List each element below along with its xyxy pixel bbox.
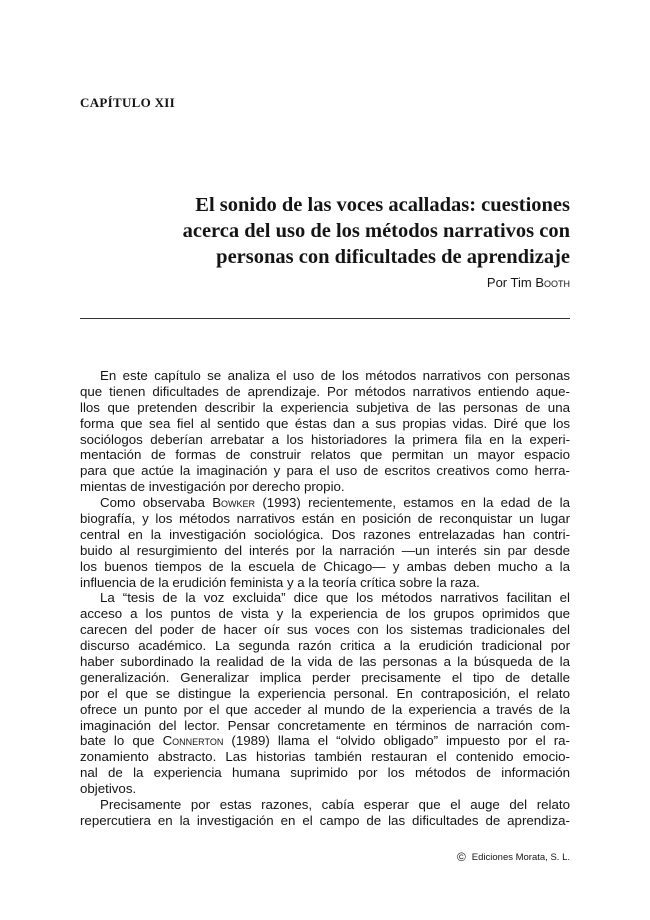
text-line: zonamiento abstracto. Las historias también restauran el contenido emocio- — [80, 749, 570, 765]
text-line: repercutiera en la investigación en el campo de las dificultades de aprendiza- — [80, 812, 570, 828]
chapter-title — [80, 192, 570, 270]
text-line: que tienen dificultades de aprendizaje. Por métodos narrativos entiendo aque- — [80, 383, 570, 399]
text-line: forma que sea fiel al sentido que éstas dan a sus propias vidas. Diré que los — [80, 415, 570, 431]
text-line: mentación de formas de construir relatos que permitan un mayor espacio — [80, 447, 570, 463]
text-line: nal de la experiencia humana suprimido por los métodos de información — [80, 765, 570, 781]
text-line: mientas de investigación por derecho propio. — [80, 479, 345, 495]
text-line: haber subordinado la realidad de la vida de las personas a la búsqueda de la — [80, 654, 570, 670]
author-surname: Booth — [535, 275, 570, 290]
cited-author: Bowker — [212, 495, 256, 511]
text-line: biografía, y los métodos narrativos están en posición de reconquistar un lugar — [80, 511, 570, 527]
author-prefix: Por Tim — [486, 275, 532, 290]
title-divider — [80, 318, 570, 319]
text-line: influencia de la erudición feminista y a la teoría crítica sobre la raza. — [80, 574, 480, 590]
text-line: llos que pretenden describir la experiencia subjetiva de las personas de una — [80, 399, 570, 415]
text-line: objetivos. — [80, 781, 137, 797]
copyright-symbol: © — [456, 850, 466, 864]
text-line: sociólogos deberían arrebatar a los historiadores la primera fila en la experi- — [80, 431, 570, 447]
paragraph — [80, 368, 570, 495]
cited-author: Connerton — [162, 733, 224, 749]
text-line: imaginación del lector. Pensar concretamente en términos de narración com- — [80, 717, 570, 733]
text-line: central en la investigación sociológica. Dos razones entrelazadas han contri- — [80, 526, 570, 542]
paragraph — [80, 590, 570, 797]
text-line: Como observaba Bowker (1993) recientemente, estamos en la edad de la — [100, 495, 570, 511]
text-line: Precisamente por estas razones, cabía esperar que el auge del relato — [100, 797, 570, 813]
body-text — [80, 368, 570, 829]
text-line: En este capítulo se analiza el uso de los métodos narrativos con personas — [100, 368, 570, 383]
text-line: para que actúe la imaginación y para el uso de escritos creativos como herra- — [80, 463, 570, 479]
publisher-name: Ediciones Morata, S. L. — [471, 852, 570, 863]
text-line: por el que se distingue la experiencia personal. En contraposición, el relato — [80, 685, 570, 701]
text-line: carecen del poder de hacer oír sus voces con los sistemas tradicionales del — [80, 622, 570, 638]
author-byline — [487, 275, 570, 290]
paragraph — [80, 797, 570, 829]
paragraph — [80, 495, 570, 590]
text-line: discurso académico. La segunda razón critica a la erudición tradicional por — [80, 638, 570, 654]
text-line: acceso a los puntos de vista y la experiencia de los grupos oprimidos que — [80, 606, 570, 622]
text-line: generalización. Generalizar implica perder precisamente el tipo de detalle — [80, 669, 570, 685]
title-line: personas con dificultades de aprendizaje — [216, 246, 570, 268]
title-line: El sonido de las voces acalladas: cuestiones — [195, 194, 570, 216]
text-line: ofrece un punto por el que acceder al mundo de la experiencia a través de la — [80, 701, 570, 717]
text-line: los buenos tiempos de la escuela de Chicago— y ambas deben mucho a la — [80, 558, 570, 574]
text-line: buido al resurgimiento del interés por la narración —un interés sin par desde — [80, 542, 570, 558]
text-line: bate lo que Connerton (1989) llama el “olvido obligado” impuesto por el ra- — [80, 733, 570, 749]
publisher-footer — [457, 850, 570, 864]
text-line: La “tesis de la voz excluida” dice que los métodos narrativos facilitan el — [100, 590, 570, 606]
chapter-label: CAPÍTULO XII — [80, 95, 175, 110]
title-line: acerca del uso de los métodos narrativos con — [182, 220, 570, 242]
